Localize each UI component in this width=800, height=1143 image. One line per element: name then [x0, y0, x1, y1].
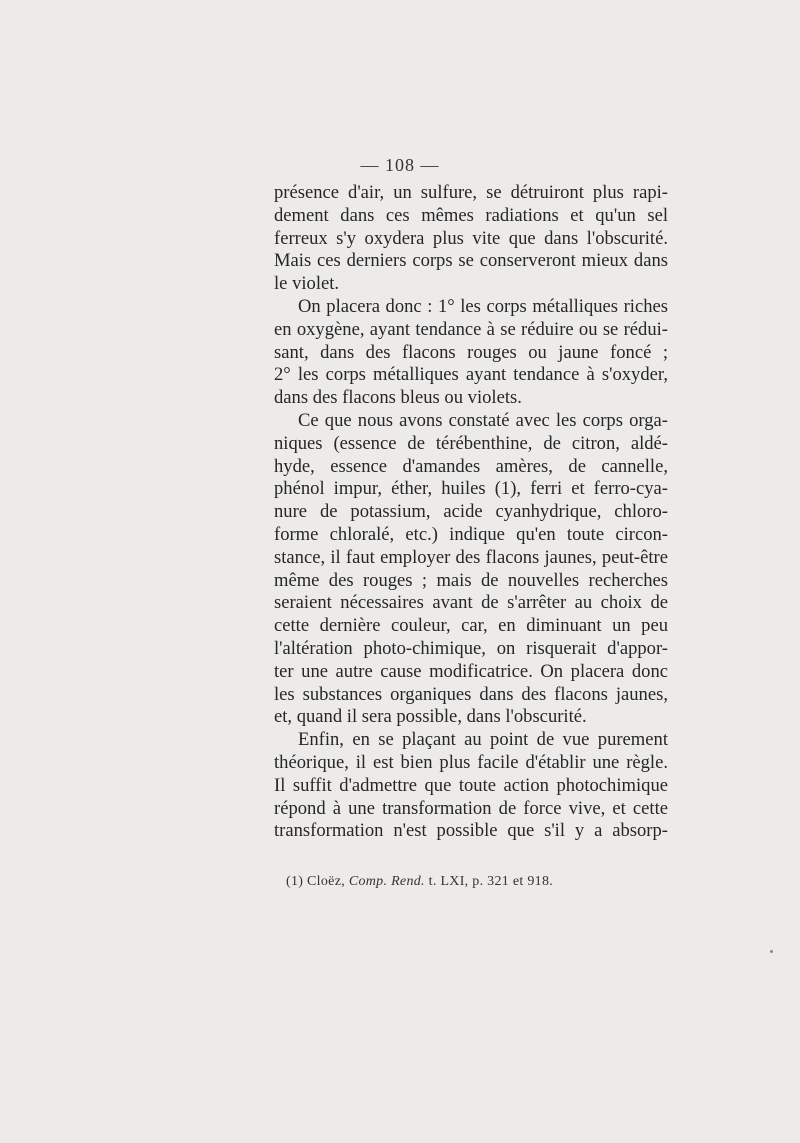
text-line: ferreux s'y oxydera plus vite que dans l'obscurité.: [274, 227, 668, 249]
text-line: et, quand il sera possible, dans l'obscurité.: [274, 706, 587, 728]
page-number: — 108 —: [360, 155, 440, 175]
text-line: Il suffit d'admettre que toute action photochimique: [274, 774, 668, 796]
text-line: présence d'air, un sulfure, se détruiront plus rapi-: [274, 182, 668, 203]
footnote-marker: (1): [286, 874, 304, 889]
footnote-author: Cloëz,: [307, 874, 346, 889]
text-line: hyde, essence d'amandes amères, de cannelle,: [274, 455, 668, 477]
text-line: phénol impur, éther, huiles (1), ferri et ferro-cya-: [274, 478, 668, 500]
text-line: Enfin, en se plaçant au point de vue purement: [298, 729, 668, 751]
text-line: dement dans ces mêmes radiations et qu'un sel: [274, 204, 668, 226]
footnote: [286, 874, 553, 890]
text-line: On placera donc : 1° les corps métalliques riches: [298, 295, 668, 317]
text-line: répond à une transformation de force vive, et cette: [274, 797, 668, 819]
text-line: nure de potassium, acide cyanhydrique, chloro-: [274, 501, 668, 523]
text-line: théorique, il est bien plus facile d'établir une règle.: [274, 751, 668, 773]
text-line: 2° les corps métalliques ayant tendance à s'oxyder,: [274, 364, 668, 386]
text-line: seraient nécessaires avant de s'arrêter au choix de: [274, 592, 668, 614]
text-line: les substances organiques dans des flacons jaunes,: [274, 683, 668, 705]
text-line: stance, il faut employer des flacons jaunes, peut-être: [274, 546, 668, 568]
text-line: même des rouges ; mais de nouvelles recherches: [274, 569, 668, 591]
text-line: cette dernière couleur, car, en diminuant un peu: [274, 615, 668, 637]
text-line: en oxygène, ayant tendance à se réduire ou se rédui-: [274, 318, 668, 340]
text-line: le violet.: [274, 273, 340, 295]
footnote-journal: Comp. Rend.: [348, 874, 425, 889]
paper-speck: [770, 950, 773, 953]
text-line: Ce que nous avons constaté avec les corps orga-: [298, 409, 668, 431]
text-line: niques (essence de térébenthine, de citron, aldé-: [274, 432, 668, 454]
footnote-reference: t. LXI, p. 321 et 918.: [428, 874, 554, 889]
body-text: [274, 182, 668, 843]
text-line: sant, dans des flacons rouges ou jaune foncé ;: [274, 341, 668, 363]
text-line: l'altération photo-chimique, on risquerait d'appor-: [274, 637, 668, 659]
text-line: Mais ces derniers corps se conserveront mieux dans: [274, 250, 668, 272]
text-line: transformation n'est possible que s'il y a absorp-: [274, 820, 668, 842]
text-line: ter une autre cause modificatrice. On placera donc: [274, 660, 668, 682]
text-line: dans des flacons bleus ou violets.: [274, 387, 522, 409]
text-line: forme chloralé, etc.) indique qu'en toute circon-: [274, 523, 668, 545]
